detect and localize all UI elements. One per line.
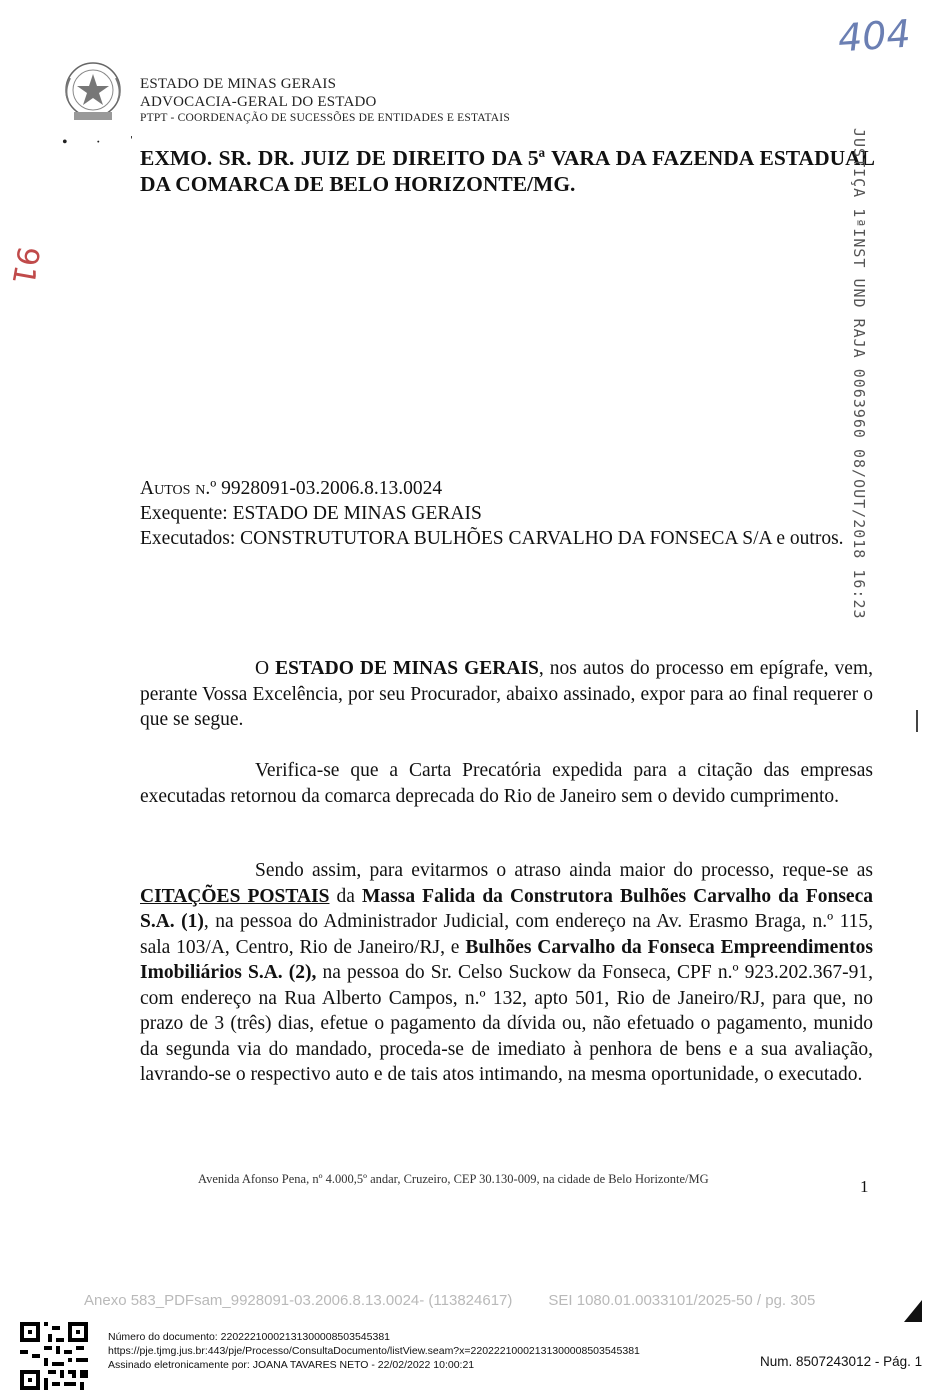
protocol-stamp: JUSTIÇA 1ªINST UND RAJA 0063960 08/OUT/2018 16:23 [850, 128, 868, 620]
paragraph-request: Sendo assim, para evitarmos o atraso ainda maior do processo, reque-se as CITAÇÕES POSTAIS da Massa Falida da Construtora Bulhões Carvalho da Fonseca S.A. (1), na pessoa do Administrador Judicial, com endereço na Av. Erasmo Braga, n.º 115, sala 103/A, Centro, Rio de Janeiro/RJ, e Bulhões Carvalho da Fonseca Empreendimentos Imobiliários S.A. (2), na pessoa do Sr. Celso Suckow da Fonseca, CPF n.º 923.202.367-91, com endereço na Rua Alberto Campos, n.º 132, apto 501, Rio de Janeiro/RJ, para que, no prazo de 3 (três) dias, efetue o pagamento da dívida ou, não efetuado o pagamento, munido da segunda via do mandado, proceda-se de imediato à penhora de bens e a sua avaliação, lavrando-se o respectivo auto e de tais atos intimando, na mesma oportunidade, o executado. [140, 860, 874, 1085]
document-page-id: Num. 8507243012 - Pág. 1 [760, 1354, 923, 1369]
executados: Executados: CONSTRUTUTORA BULHÕES CARVALHO DA FONSECA S/A e outros. [140, 528, 844, 549]
case-number: Autos n.º 9928091-03.2006.8.13.0024 [140, 478, 443, 499]
handwritten-page-number: 404 [836, 11, 912, 61]
addressee: EXMO. SR. DR. JUIZ DE DIREITO DA 5ª VARA DA FAZENDA ESTADUAL DA COMARCA DE BELO HORIZONTE/MG. [140, 146, 875, 196]
header-state: ESTADO DE MINAS GERAIS [140, 76, 337, 92]
handwritten-margin-number: 91 [4, 243, 46, 288]
scan-marks: • · ˈ [62, 134, 147, 151]
electronic-signature-info [108, 1330, 640, 1372]
exequente: Exequente: ESTADO DE MINAS GERAIS [140, 503, 482, 524]
header-agency: ADVOCACIA-GERAL DO ESTADO [140, 94, 377, 110]
header-department: PTPT - COORDENAÇÃO DE SUCESSÕES DE ENTIDADES E ESTATAIS [140, 112, 510, 124]
scan-margin-mark [916, 710, 918, 732]
paragraph-introduction: O ESTADO DE MINAS GERAIS, nos autos do processo em epígrafe, vem, perante Vossa Excelência, por seu Procurador, abaixo assinado, expor para ao final requerer o que se segue. [140, 658, 873, 730]
coat-of-arms-seal [62, 60, 124, 128]
page-number: 1 [860, 1177, 869, 1196]
corner-triangle-icon [904, 1300, 922, 1322]
footer-address: Avenida Afonso Pena, nº 4.000,5º andar, Cruzeiro, CEP 30.130-009, na cidade de Belo Horizonte/MG [198, 1172, 709, 1186]
document-url[interactable]: https://pje.tjmg.jus.br:443/pje/Processo/ConsultaDocumento/listView.seam?x=22022210002131300008503545381 [108, 1345, 640, 1357]
qr-code-icon [20, 1322, 88, 1390]
document-number: Número do documento: 22022210002131300008503545381 [108, 1331, 390, 1343]
signed-by: Assinado eletronicamente por: JOANA TAVARES NETO - 22/02/2022 10:00:21 [108, 1359, 475, 1371]
paragraph-facts: Verifica-se que a Carta Precatória expedida para a citação das empresas executadas retornou da comarca deprecada do Rio de Janeiro sem o devido cumprimento. [140, 760, 873, 807]
annex-watermark: Anexo 583_PDFsam_9928091-03.2006.8.13.0024- (113824617) SEI 1080.01.0033101/2025-50 / pg. 305 [84, 1292, 816, 1309]
case-info [140, 476, 875, 551]
